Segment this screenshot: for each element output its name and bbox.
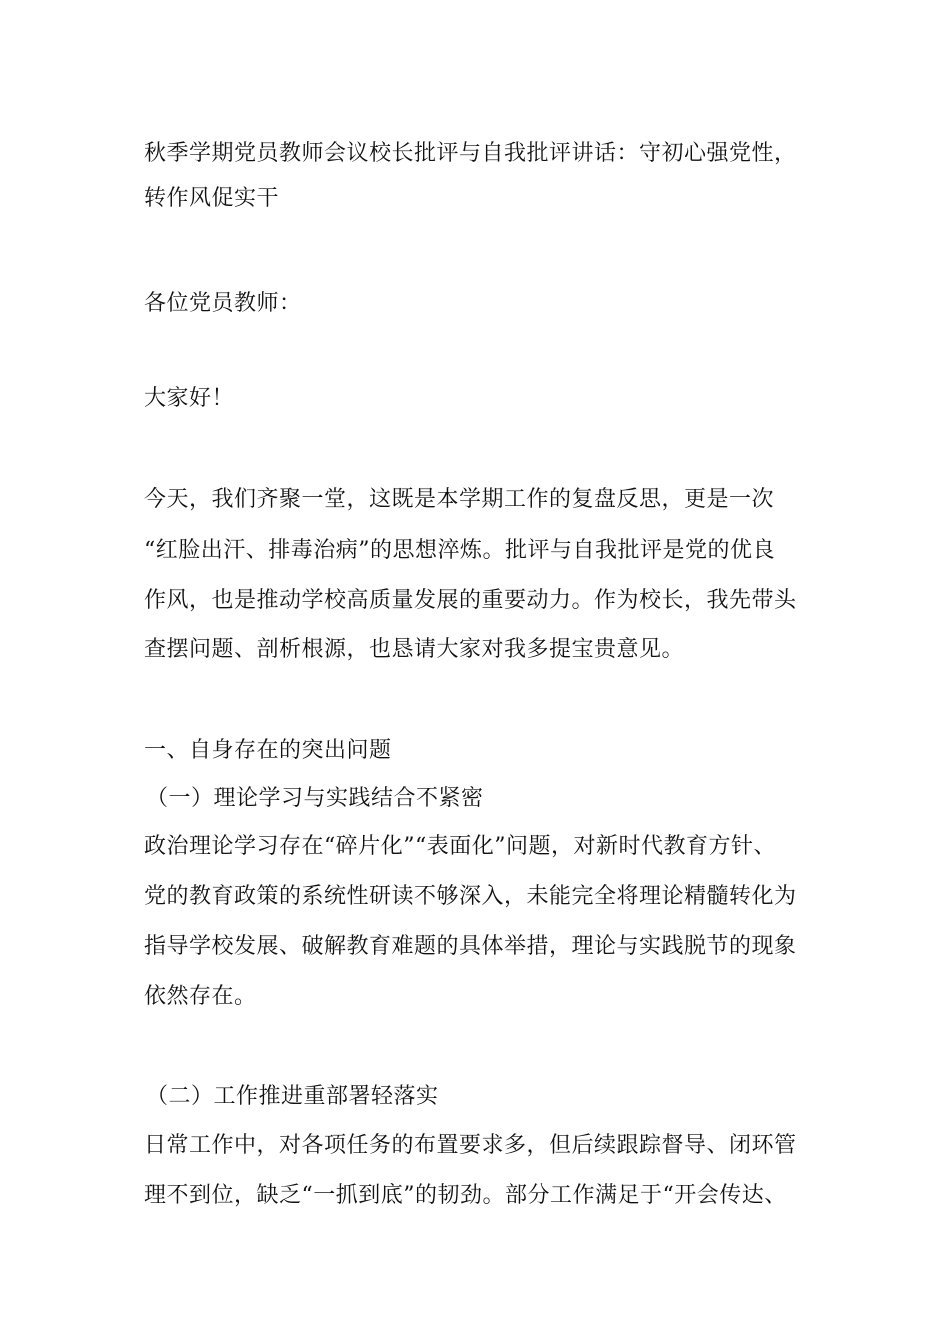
salutation: 各位党员教师：	[144, 291, 302, 316]
sub1-line-2: 党的教育政策的系统性研读不够深入，未能完全将理论精髓转化为	[144, 884, 797, 909]
sub1-line-1: 政治理论学习存在“碎片化”“表面化”问题，对新时代教育方针、	[144, 834, 776, 859]
sub1-line-4: 依然存在。	[144, 984, 257, 1009]
section-heading-1: 一、自身存在的突出问题	[144, 738, 392, 763]
subsection-heading-1: （一）理论学习与实践结合不紧密	[146, 786, 484, 811]
intro-line-1: 今天，我们齐聚一堂，这既是本学期工作的复盘反思，更是一次	[144, 487, 775, 512]
title-line-1: 秋季学期党员教师会议校长批评与自我批评讲话：守初心强党性，	[144, 141, 797, 166]
subsection-heading-2: （二）工作推进重部署轻落实	[146, 1084, 439, 1109]
intro-line-2: “红脸出汗、排毒治病”的思想淬炼。批评与自我批评是党的优良	[144, 538, 775, 563]
intro-line-4: 查摆问题、剖析根源，也恳请大家对我多提宝贵意见。	[144, 637, 685, 662]
intro-line-3: 作风，也是推动学校高质量发展的重要动力。作为校长，我先带头	[144, 588, 797, 613]
greeting: 大家好！	[144, 386, 235, 411]
title-line-2: 转作风促实干	[144, 186, 280, 211]
sub2-line-1: 日常工作中，对各项任务的布置要求多，但后续跟踪督导、闭环管	[144, 1133, 797, 1158]
sub2-line-2: 理不到位，缺乏“一抓到底”的韧劲。部分工作满足于“开会传达、	[144, 1183, 787, 1208]
sub1-line-3: 指导学校发展、破解教育难题的具体举措，理论与实践脱节的现象	[144, 934, 797, 959]
